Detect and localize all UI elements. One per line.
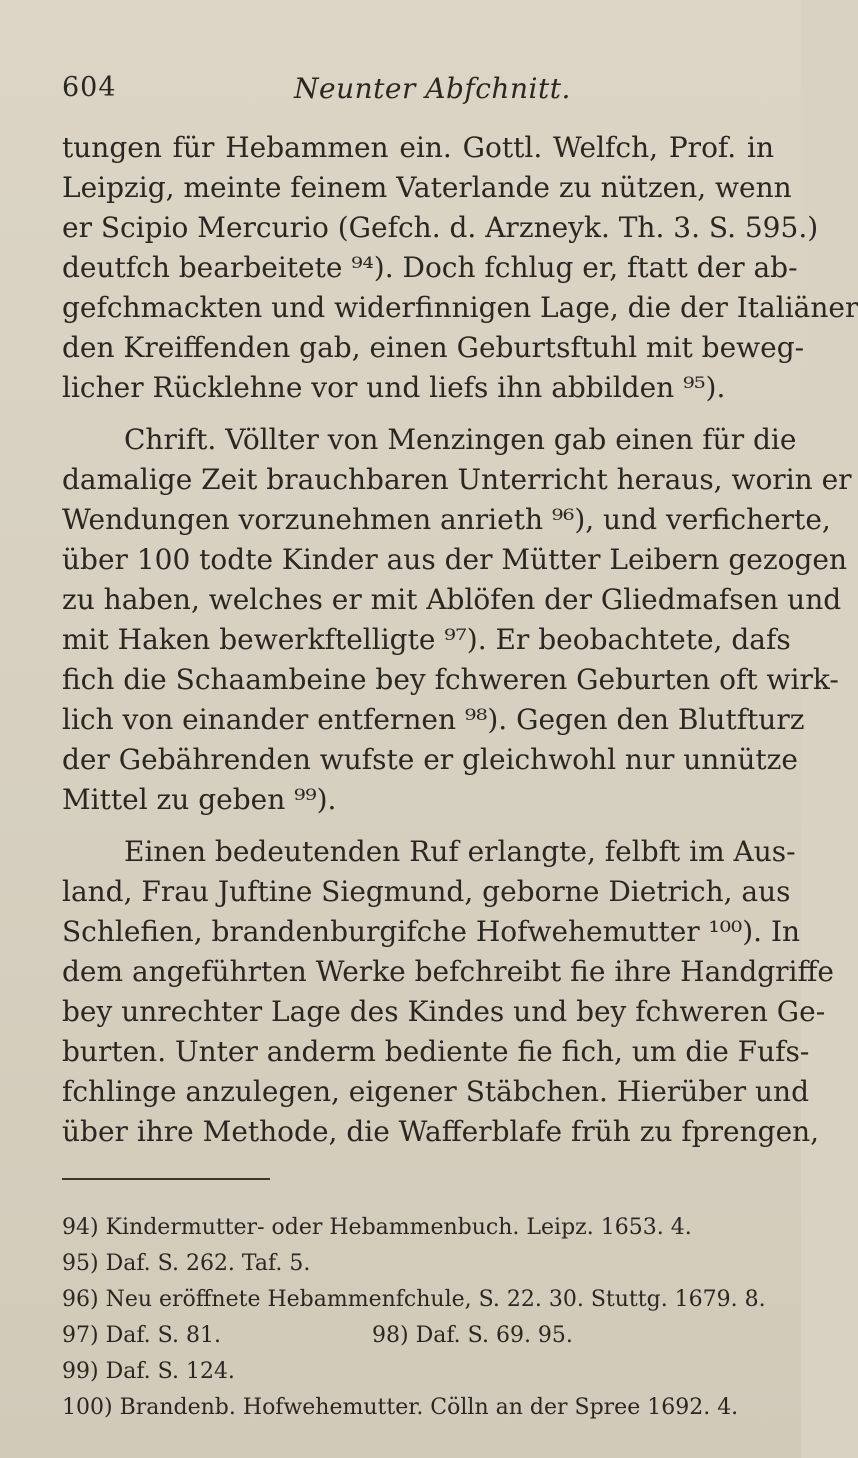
footnotes [62,1210,774,1426]
footnote-100: 100) Brandenb. Hofwehemutter. Cölln an der Spree 1692. 4. [62,1395,739,1420]
text-line: tungen für Hebammen ein. Gottl. Welfch, Prof. in [62,131,774,164]
footnote-row [62,1318,774,1354]
text-line: Einen bedeutenden Ruf erlangte, felbft im Aus- [124,835,796,868]
text-line: über 100 todte Kinder aus der Mütter Leibern gezogen [62,543,847,576]
footnote-95: 95) Daf. S. 262. Taf. 5. [62,1251,311,1276]
text-line: er Scipio Mercurio (Gefch. d. Arzneyk. Th. 3. S. 595.) [62,211,819,244]
text-line: zu haben, welches er mit Ablöfen der Gliedmafsen und [62,583,842,616]
text-line: über ihre Methode, die Wafferblafe früh zu fprengen, [62,1115,820,1148]
text-line: Leipzig, meinte feinem Vaterlande zu nützen, wenn [62,171,792,204]
footnote-99: 99) Daf. S. 124. [62,1359,235,1384]
text-line: lich von einander entfernen ⁹⁸). Gegen den Blutfturz [62,703,805,736]
text-line: der Gebährenden wufste er gleichwohl nur unnütze [62,743,798,776]
text-line: burten. Unter anderm bediente fie fich, um die Fufs- [62,1035,810,1068]
running-head: Neunter Abfchnitt. [294,72,571,105]
page-header [62,72,762,112]
paragraph-3 [62,832,834,1152]
text-line: deutfch bearbeitete ⁹⁴). Doch fchlug er, ftatt der ab- [62,251,798,284]
footnote-94: 94) Kindermutter- oder Hebammenbuch. Leipz. 1653. 4. [62,1215,692,1240]
text-line: Chrift. Völlter von Menzingen gab einen für die [124,423,797,456]
text-line: land, Frau Juftine Siegmund, geborne Dietrich, aus [62,875,791,908]
footnote-97: 97) Daf. S. 81. [62,1323,221,1348]
text-line: den Kreiffenden gab, einen Geburtsftuhl mit beweg- [62,331,805,364]
footnote-98: 98) Daf. S. 69. 95. [372,1323,573,1348]
text-line: dem angeführten Werke befchreibt fie ihre Handgriffe [62,955,834,988]
text-line: Wendungen vorzunehmen anrieth ⁹⁶), und verficherte, [62,503,831,536]
text-line: Schlefien, brandenburgifche Hofwehemutter ¹⁰⁰). In [62,915,801,948]
text-line: fchlinge anzulegen, eigener Stäbchen. Hierüber und [62,1075,809,1108]
footnote-rule [62,1178,270,1180]
text-line: bey unrechter Lage des Kindes und bey fchweren Ge- [62,995,826,1028]
body-text [62,128,858,1164]
paragraph-1 [62,128,858,408]
footnote-96: 96) Neu eröffnete Hebammenfchule, S. 22. 30. Stuttg. 1679. 8. [62,1287,766,1312]
paragraph-2 [62,420,852,820]
text-line: licher Rücklehne vor und liefs ihn abbilden ⁹⁵). [62,371,726,404]
text-line: mit Haken bewerkftelligte ⁹⁷). Er beobachtete, dafs [62,623,791,656]
text-line: Mittel zu geben ⁹⁹). [62,783,337,816]
text-line: gefchmackten und widerfinnigen Lage, die der Italiäner [62,291,858,324]
page-number: 604 [62,72,117,103]
text-line: damalige Zeit brauchbaren Unterricht heraus, worin er [62,463,852,496]
text-line: fich die Schaambeine bey fchweren Geburten oft wirk- [62,663,839,696]
